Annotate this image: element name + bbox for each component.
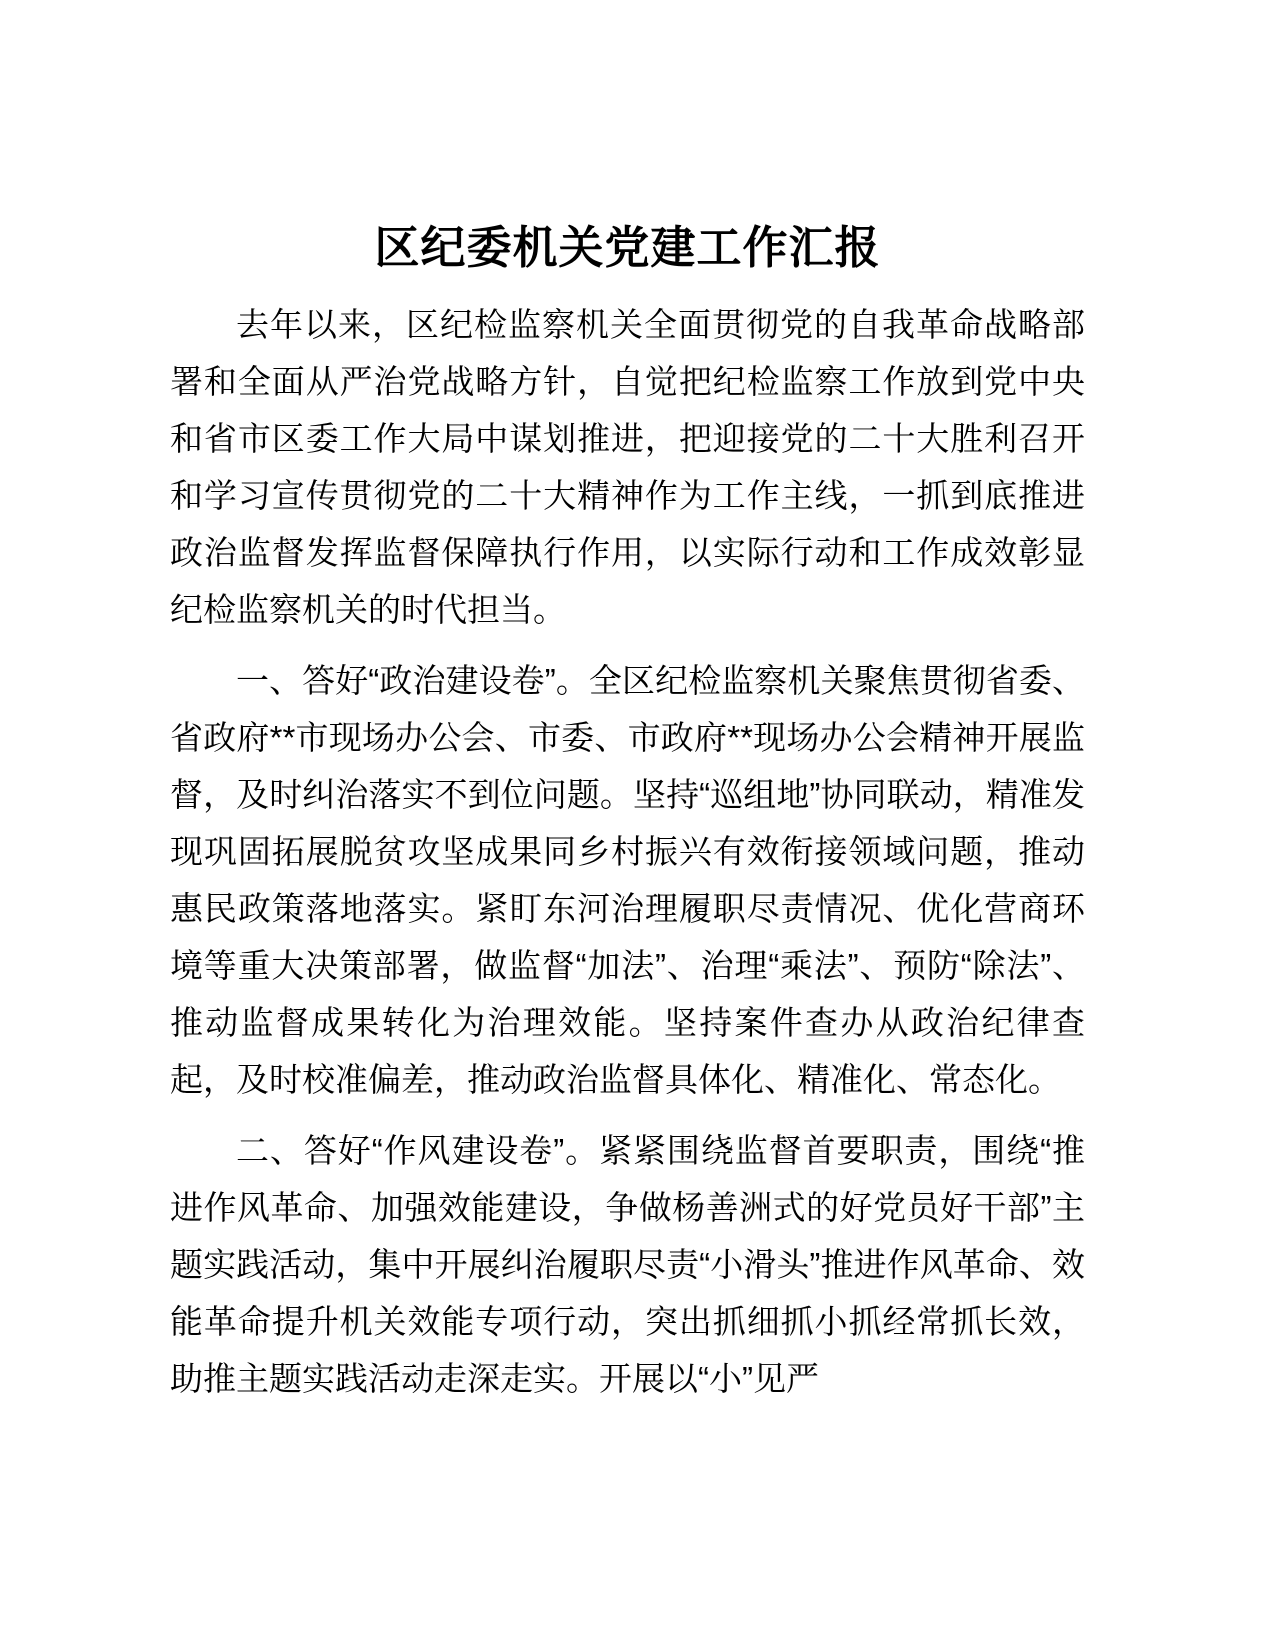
paragraph-section-1: 一、答好“政治建设卷”。全区纪检监察机关聚焦贯彻省委、省政府**市现场办公会、市委、市政府**现场办公会精神开展监督，及时纠治落实不到位问题。坚持“巡组地”协同联动，精准发现巩固拓展脱贫攻坚成果同乡村振兴有效衔接领域问题，推动惠民政策落地落实。紧盯东河治理履职尽责情况、优化营商环境等重大决策部署，做监督“加法”、治理“乘法”、预防“除法”、推动监督成果转化为治理效能。坚持案件查办从政治纪律查起，及时校准偏差，推动政治监督具体化、精准化、常态化。 (170, 662, 1085, 1098)
document-title: 区纪委机关党建工作汇报 (374, 222, 881, 273)
paragraph-intro: 去年以来，区纪检监察机关全面贯彻党的自我革命战略部署和全面从严治党战略方针，自觉把纪检监察工作放到党中央和省市区委工作大局中谋划推进，把迎接党的二十大胜利召开和学习宣传贯彻党的二十大精神作为工作主线，一抓到底推进政治监督发挥监督保障执行作用，以实际行动和工作成效彰显纪检监察机关的时代担当。 (170, 306, 1085, 628)
paragraph-section-2: 二、答好“作风建设卷”。紧紧围绕监督首要职责，围绕“推进作风革命、加强效能建设，争做杨善洲式的好党员好干部”主题实践活动，集中开展纠治履职尽责“小滑头”推进作风革命、效能革命提升机关效能专项行动，突出抓细抓小抓经常抓长效，助推主题实践活动走深走实。开展以“小”见严 (170, 1132, 1085, 1397)
